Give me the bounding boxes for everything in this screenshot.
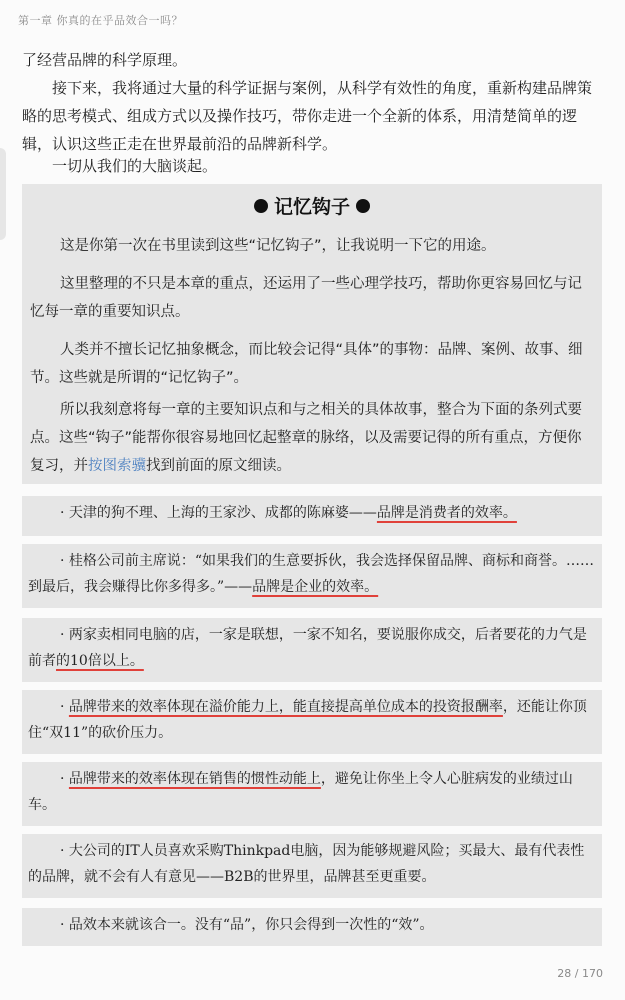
hook-card: [22, 496, 602, 536]
bullet-dot-icon: [254, 199, 268, 213]
hook-card-text: · 天津的狗不理、上海的王家沙、成都的陈麻婆——品牌是消费者的效率。: [60, 505, 517, 521]
hook-card: [22, 908, 602, 946]
hook-card: [22, 618, 602, 682]
hook-paragraph-4: 所以我刻意将每一章的主要知识点和与之相关的具体故事，整合为下面的条列式要点。这些“钩子”能帮你很容易地回忆起整章的脉络，以及需要记得的所有重点，方便你复习，并按图索骥找到前面的原文细读。: [30, 402, 582, 474]
side-drawer-handle[interactable]: [0, 148, 6, 240]
highlight-underline: 品牌带来的效率体现在溢价能力上，能直接提高单位成本的投资报酬率: [68, 699, 503, 715]
hook-card-text: · 两家卖相同电脑的店，一家是联想，一家不知名，要说服你成交，后者要花的力气是前者的10倍以上。: [28, 627, 587, 669]
highlight-underline: 的10倍以上。: [56, 653, 144, 669]
chapter-header: 第一章 你真的在乎品效合一吗？: [18, 14, 183, 27]
memory-hook-box: [22, 184, 602, 484]
hook-card-text: · 大公司的IT人员喜欢采购Thinkpad电脑，因为能够规避风险；买最大、最有代表性的品牌，就不会有人有意见——B2B的世界里，品牌甚至更重要。: [28, 843, 585, 885]
bullet-dot-icon: [356, 199, 370, 213]
intro-paragraph-1: 了经营品牌的科学原理。: [22, 51, 188, 69]
highlight-underline: 品牌是消费者的效率。: [376, 505, 517, 521]
memory-hook-title: 记忆钩子: [22, 192, 602, 219]
hook-card: [22, 690, 602, 754]
intro-paragraph-2: 接下来，我将通过大量的科学证据与案例，从科学有效性的角度，重新构建品牌策略的思考模式、组成方式以及操作技巧，带你走进一个全新的体系，用清楚简单的逻辑，认识这些正走在世界最前沿的品牌新科学。: [22, 79, 593, 153]
page-indicator: 28 / 170: [557, 967, 603, 980]
hook-card: [22, 544, 602, 608]
hook-card: [22, 834, 602, 898]
highlight-underline: 品牌带来的效率体现在销售的惯性动能上: [68, 771, 321, 787]
index-link[interactable]: 按图索骥: [88, 458, 146, 474]
highlight-underline: 品牌是企业的效率。: [252, 579, 379, 595]
hook-paragraph-3: 人类并不擅长记忆抽象概念，而比较会记得“具体”的事物：品牌、案例、故事、细节。这些就是所谓的“记忆钩子”。: [30, 342, 583, 386]
hook-card-text: · 品牌带来的效率体现在溢价能力上，能直接提高单位成本的投资报酬率，还能让你顶住“双11”的砍价压力。: [28, 699, 587, 741]
hook-card: [22, 762, 602, 826]
hook-card-text: · 桂格公司前主席说：“如果我们的生意要拆伙，我会选择保留品牌、商标和商誉。……到最后，我会赚得比你多得多。”——品牌是企业的效率。: [28, 553, 595, 595]
hook-paragraph-1: 这是你第一次在书里读到这些“记忆钩子”，让我说明一下它的用途。: [60, 238, 496, 254]
hook-card-text: · 品牌带来的效率体现在销售的惯性动能上，避免让你坐上令人心脏病发的业绩过山车。: [28, 771, 573, 813]
hook-paragraph-2: 这里整理的不只是本章的重点，还运用了一些心理学技巧，帮助你更容易回忆与记忆每一章的重要知识点。: [30, 276, 582, 320]
intro-paragraph-3: 一切从我们的大脑谈起。: [52, 157, 218, 175]
hook-card-text: · 品效本来就该合一。没有“品”，你只会得到一次性的“效”。: [60, 917, 434, 933]
